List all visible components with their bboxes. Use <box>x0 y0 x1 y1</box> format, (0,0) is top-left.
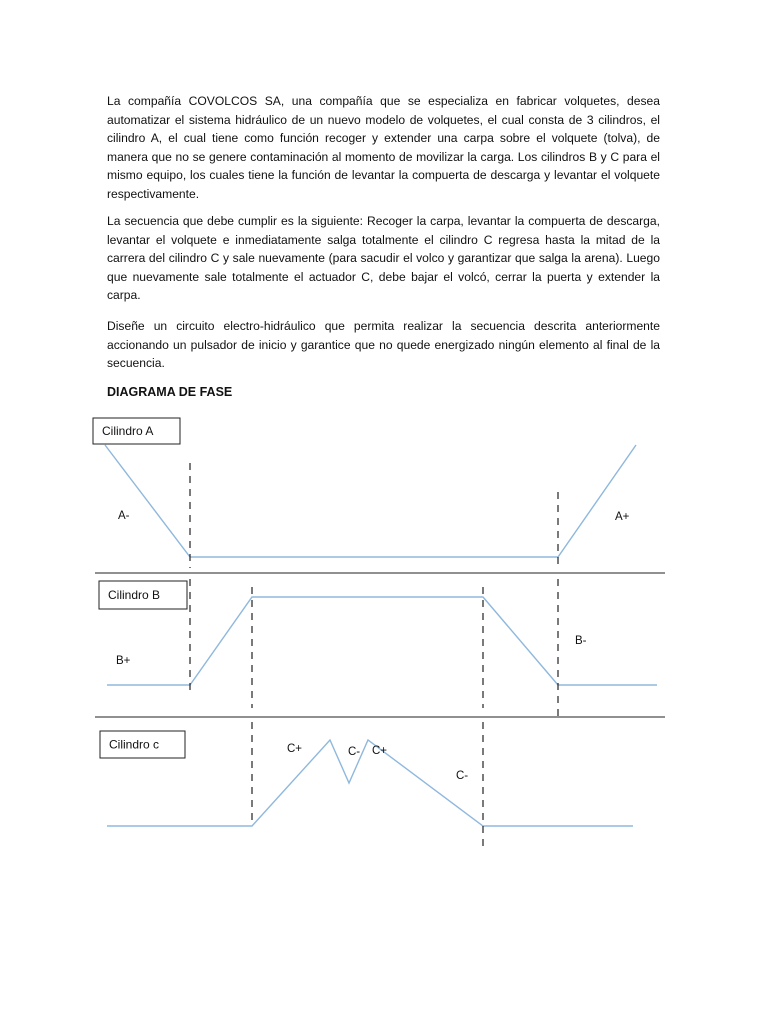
cilindro-a-motion-line <box>105 445 636 557</box>
sequence-paragraph: La secuencia que debe cumplir es la siguiente: Recoger la carpa, levantar la compuerta de descarga, levantar el volquete e inmediatamente salga totalmente el cilindro C regresa hasta la mitad de la carrera del cilindro C y sale nuevamente (para sacudir el volco y garantizar que salga la arena). Luego que nuevamente sale totalmente el actuador C, debe bajar el volcó, cerrar la puerta y extender la carpa. <box>107 214 660 303</box>
cilindro-c-motion-line <box>107 737 633 826</box>
problem-paragraph-1: La compañía COVOLCOS SA, una compañía que se especializa en fabricar volquetes, desea automatizar el sistema hidráulico de un nuevo modelo de volquetes, el cual consta de 3 cilindros, el cilindro A, el cual tiene como función recoger y extender una carpa sobre el volquete (tolva), de manera que no se genere contaminación al momento de movilizar la carga. Los cilindros B y C para el mismo equipo, los cuales tiene la función de levantar la compuerta de descarga y levantar el volquete respectivamente. <box>107 94 660 201</box>
cilindro-a-phase-label-2: A+ <box>615 511 630 523</box>
cilindro-a-label: Cilindro A <box>102 424 154 438</box>
phase-diagram-heading: DIAGRAMA DE FASE <box>107 385 233 399</box>
cilindro-b-phase-label-2: B- <box>575 635 587 647</box>
cilindro-b-phase-label-1: B+ <box>116 655 131 667</box>
cilindro-c-phase-label-1: C+ <box>287 743 303 755</box>
cilindro-c-phase-label-3: C+ <box>372 745 388 757</box>
cilindro-c-phase-label-4: C- <box>456 770 469 782</box>
cilindro-c-phase-label-2: C- <box>348 746 361 758</box>
cilindro-c-label: Cilindro c <box>109 737 160 752</box>
design-task-paragraph: Diseñe un circuito electro-hidráulico que permita realizar la secuencia descrita anteriormente accionando un pulsador de inicio y garantice que no quede energizado ningún elemento al final de la secuencia. <box>107 319 660 371</box>
cilindro-a-phase-label-1: A- <box>118 510 130 522</box>
cilindro-b-label: Cilindro B <box>108 588 161 602</box>
